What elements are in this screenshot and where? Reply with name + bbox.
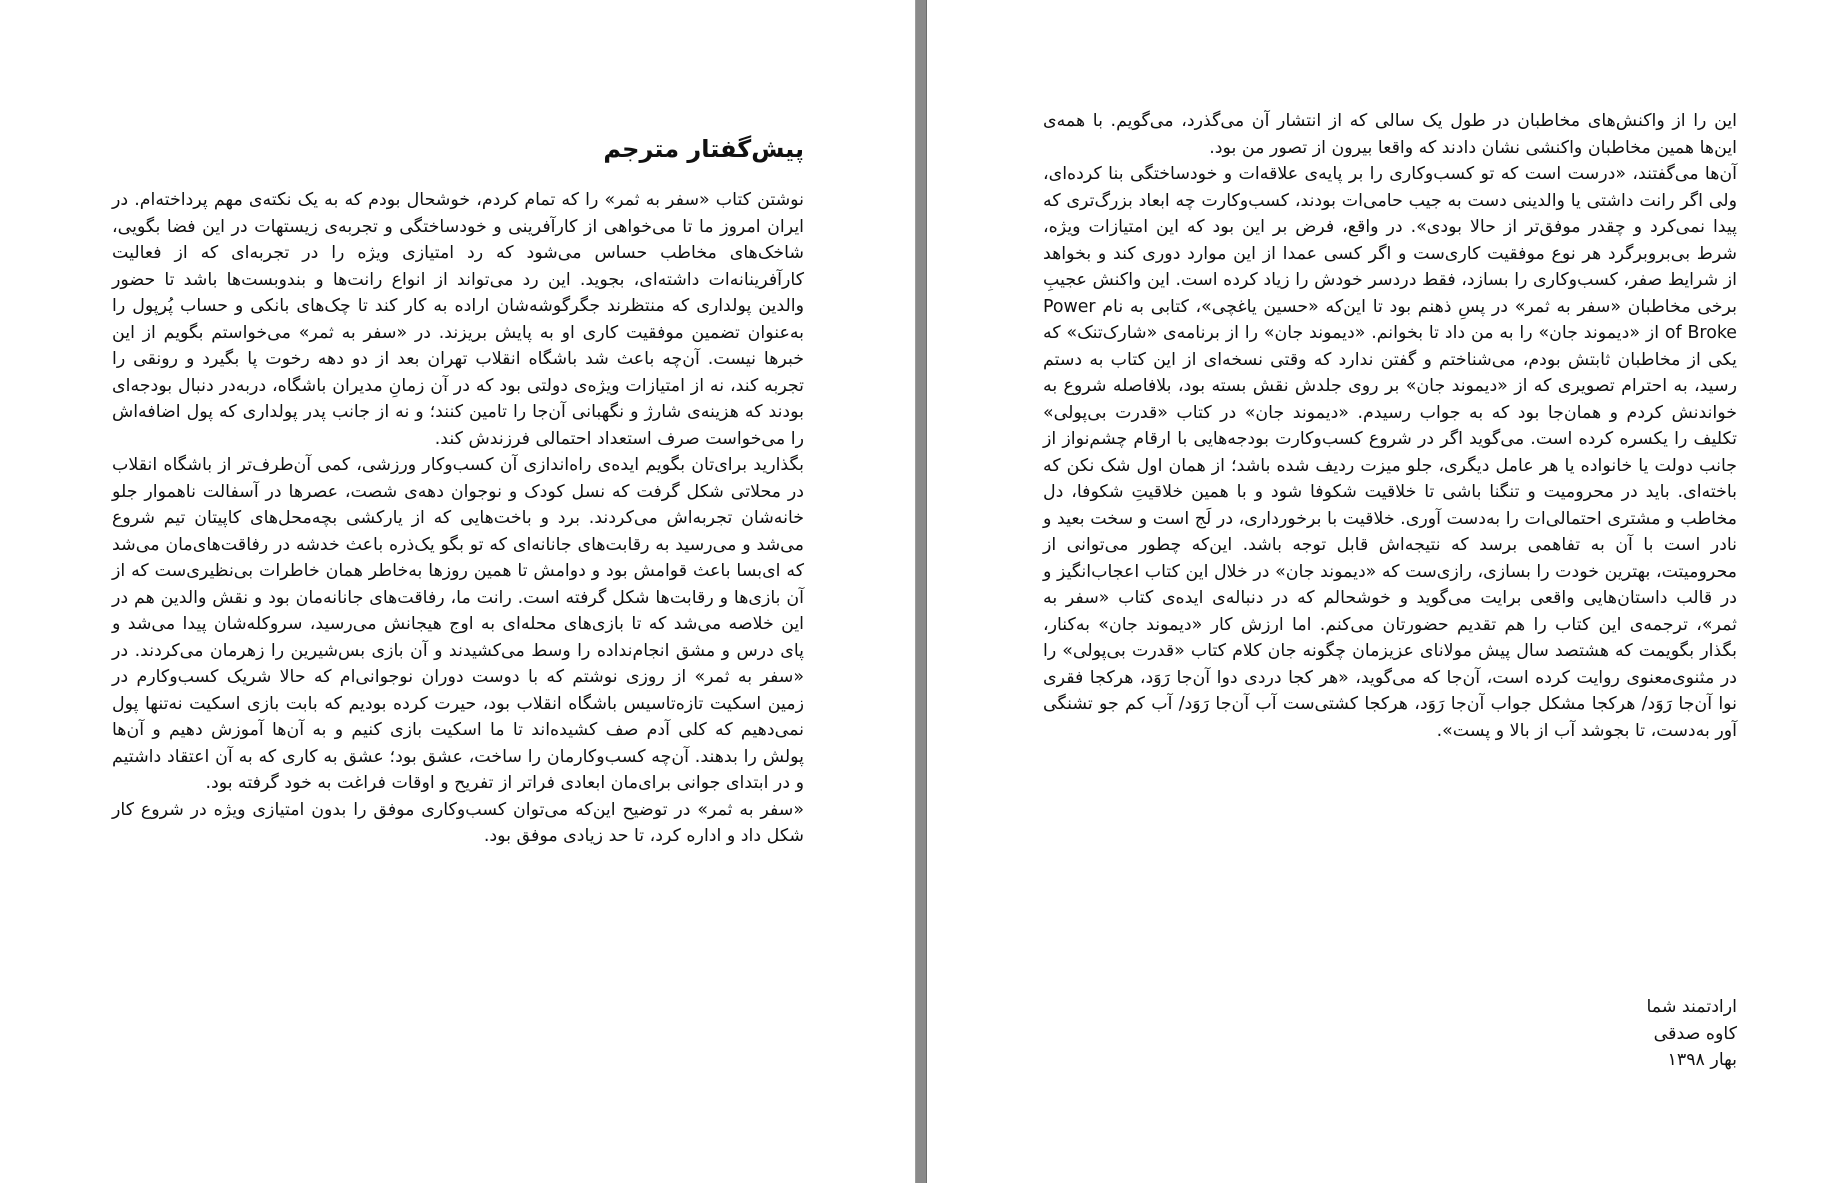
left-page-body — [112, 187, 804, 850]
page-heading: پیش‌گفتار مترجم — [603, 135, 804, 163]
page-gutter — [916, 0, 926, 1183]
signature-name: کاوه صدقی — [1653, 1023, 1737, 1044]
signature-block — [1646, 994, 1737, 1074]
paragraph: این را از واکنش‌های مخاطبان در طول یک سالی که از انتشار آن می‌گذرد، می‌گویم. با همه‌ی این‌ها همین مخاطبان واکنشی نشان دادند که واقعا بیرون از تصور من بود. — [1043, 111, 1737, 158]
paragraph: آن‌ها می‌گفتند، «درست است که تو کسب‌وکاری را بر پایه‌ی علاقه‌ات و خودساختگی بنا کرده‌ای، ولی اگر رانت داشتی یا والدینی دست به جیب حامی‌ات بودند، کسب‌وکارت چه ابعاد بزرگ‌تری که پیدا نمی‌کرد و چقدر موفق‌تر از حالا بودی». در واقع، فرض بر این بود که این امتیازات ویژه، شرط بی‌بروبرگرد هر نوع موفقیت کاری‌ست و اگر کسی عمدا از این موارد دوری کند و بخواهد از شرایط صفر، کسب‌وکاری را بسازد، فقط دردسر خودش را زیاد کرده است. این واکنش عجیبِ برخی مخاطبان «سفر به ثمر» در پسِ ذهنم بود تا این‌که «حسین یاغچی»، کتابی به نام Power of Broke از «دیموند جان» را به من داد تا بخوانم. «دیموند جان» را از برنامه‌ی «شارک‌تنک» که یکی از مخاطبان ثابتش بودم، می‌شناختم و گفتن ندارد که وقتی نسخه‌ای از این کتاب به دستم رسید، به احترام تصویری که از «دیموند جان» بر روی جلدش نقش بسته بود، بلافاصله شروع به خواندنش کردم و همان‌جا بود که به جواب رسیدم. «دیموند جان» در کتاب «قدرت بی‌پولی» تکلیف را یکسره کرده است. می‌گوید اگر در شروع کسب‌وکارت بودجه‌هایی با ارقام چشم‌نواز از جانب دولت یا خانواده یا هر عامل دیگری، جلو میزت ردیف شده باشد؛ از همان اول شک نکن که باخته‌ای. باید در محرومیت و تنگنا باشی تا خلاقیت شکوفا شود و با همین خلاقیتِ شکوفا، دل مخاطب و مشتری احتمالی‌ات را به‌دست آوری. خلاقیت با برخورداری، در لَج است و سخت بعید و نادر است با آن به تفاهمی برسد که نتیجه‌اش قابل توجه باشد. این‌که چطور می‌توانی از محرومیتت، بهترین خودت را بسازی، رازی‌ست که «دیموند جان» در خلال این کتاب اعجاب‌انگیز و در قالب داستان‌هایی واقعی برایت می‌گوید و خوشحالم که در دنباله‌ی ایده‌ی کتاب «سفر به ثمر»، ترجمه‌ی این کتاب را هم تقدیم حضورتان می‌کنم. اما ارزش کار «دیموند جان» به‌کنار، بگذار بگویمت که هشتصد سال پیش مولانای عزیزمان چگونه جان کلام کتاب «قدرت بی‌پولی» را در مثنوی‌معنوی روایت کرده است، آن‌جا که می‌گوید، «هر کجا دردی دوا آن‌جا رَوَد، هرکجا فقری نوا آن‌جا رَوَد/ هرکجا مشکل جواب آن‌جا رَوَد، هرکجا کشتی‌ست آب آن‌جا رَوَد/ آب کم جو تشنگی آور به‌دست، تا بجوشد آب از بالا و پست». — [1043, 164, 1737, 741]
signature-closing: ارادتمند شما — [1646, 997, 1737, 1017]
paragraph: نوشتن کتاب «سفر به ثمر» را که تمام کردم، خوشحال بودم که به یک نکته‌ی مهم پرداخته‌ام. در ایران امروز ما تا می‌خواهی از کارآفرینی و خودساختگی و تجربه‌ی زیستهات در این فضا بگویی، شاخک‌های مخاطب حساس می‌شود که رد امتیازی ویژه را در تجربه‌ای که از فعالیت کارآفرینانه‌ات داشته‌ای، بجوید. این رد می‌تواند از انواع رانت‌ها و بندوبست‌ها باشد تا حضور والدین پولداری که منتظرند جگرگوشه‌شان اراده به کار کند تا چک‌های بانکی و حساب پُرپول را به‌عنوان تضمین موفقیت کاری او به پایش بریزند. در «سفر به ثمر» می‌خواستم بگویم از این خبرها نیست. آن‌چه باعث شد باشگاه انقلاب تهران بعد از دو دهه رخوت پا بگیرد و رونقی را تجربه کند، نه از امتیازات ویژه‌ی دولتی بود که در آن زمانِ مدیران باشگاه، دربه‌در دنبال بودجه‌ای بودند که هزینه‌ی شارژ و نگهبانی آن‌جا را تامین کنند؛ و نه از جانب پدر پولداری که پول اضافه‌اش را می‌خواست صرف استعداد احتمالی فرزندش کند. — [112, 190, 804, 449]
signature-date: بهار ۱۳۹۸ — [1667, 1050, 1737, 1070]
paragraph: بگذارید برای‌تان بگویم ایده‌ی راه‌اندازی آن کسب‌وکار ورزشی، کمی آن‌طرف‌تر از باشگاه انقلاب در محلاتی شکل گرفت که نسل کودک و نوجوان دهه‌ی شصت، عصرها در آسفالت ناهموار جلو خانه‌شان تجربه‌اش می‌کردند. برد و باخت‌هایی که از یارکشی بچه‌محل‌های کاپیتان تیم شروع می‌شد و می‌رسید به رقابت‌های جانانه‌ای که تو بگو یک‌ذره باعث خدشه در رفاقت‌های‌مان می‌شد که ای‌بسا باعث قوامش بود و دوامش تا همین روزها به‌خاطر همان خاطرات بی‌نظیری‌ست که از آن بازی‌ها و رقابت‌ها شکل گرفته است. رانت ما، رفاقت‌های جانانه‌مان بود و نقش والدین هم در این خلاصه می‌شد که تا بازی‌های محله‌ای به اوج هیجانش می‌رسید، سروکله‌شان پیدا می‌شد و پای درس و مشق انجام‌نداده را وسط می‌کشیدند و آن بازی بس‌شیرین را زهرمان می‌کردند. در «سفر به ثمر» از روزی نوشتم که با دوست دوران نوجوانی‌ام که حالا شریک کسب‌وکارم در زمین اسکیت تازه‌تاسیس باشگاه انقلاب بود، حیرت کرده بودیم که بابت بازی اسکیت نه‌تنها پول نمی‌دهیم که کلی آدم صف کشیده‌اند تا ما اسکیت بازی کنیم و به آن‌ها آموزش دهیم و آن‌ها پولش را بدهند. آن‌چه کسب‌وکارمان را ساخت، عشق بود؛ عشق به کاری که به آن اعتقاد داشتیم و در ابتدای جوانی برای‌مان ابعادی فراتر از تفریح و اوقات فراغت به خود گرفته بود. — [112, 455, 804, 793]
left-page — [112, 0, 804, 1183]
right-page-body — [1043, 108, 1737, 744]
right-page — [1043, 0, 1737, 1183]
paragraph: «سفر به ثمر» در توضیح این‌که می‌توان کسب‌وکاری موفق را بدون امتیازی ویژه در شروع کار شکل داد و اداره کرد، تا حد زیادی موفق بود. — [112, 799, 804, 846]
